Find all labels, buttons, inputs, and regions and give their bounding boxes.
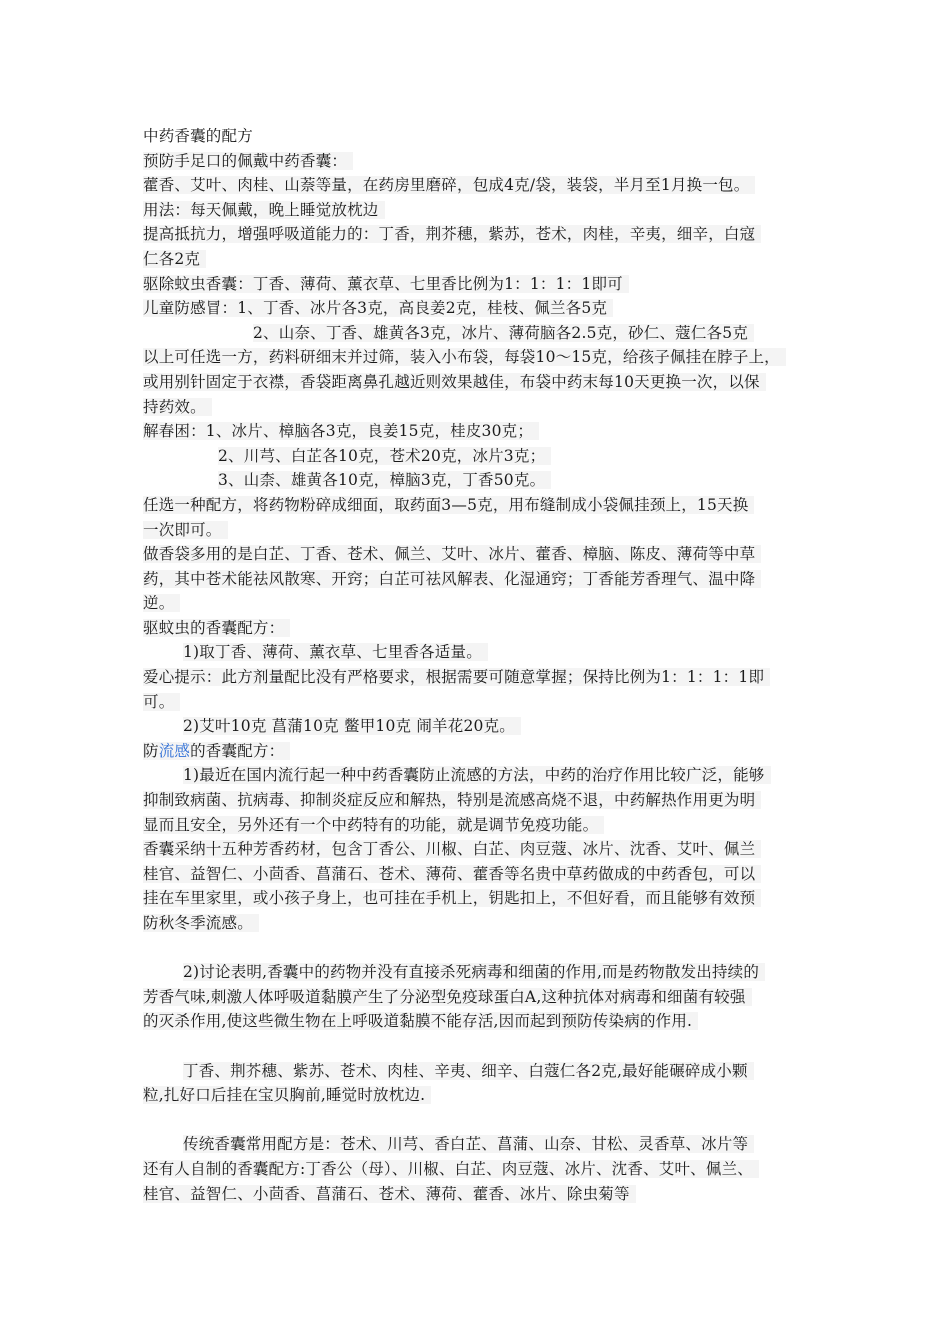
text-line: 的灭杀作用,使这些微生物在上呼吸道黏膜不能存活,因而起到预防传染病的作用. — [143, 1009, 833, 1034]
text-line: 抑制致病菌、抗病毒、抑制炎症反应和解热，特别是流感高烧不退，中药解热作用更为明 — [143, 788, 833, 813]
text-line: 或用别针固定于衣襟，香袋距离鼻孔越近则效果越佳，布袋中药末每10天更换一次，以保 — [143, 370, 833, 395]
text-line: 防流感的香囊配方： — [143, 739, 833, 764]
text-line: 1)取丁香、薄荷、薰衣草、七里香各适量。 — [143, 640, 833, 665]
text-line: 3、山柰、雄黄各10克，樟脑3克，丁香50克。 — [143, 468, 833, 493]
text-line: 解春困：1、冰片、樟脑各3克，良姜15克，桂皮30克； — [143, 419, 833, 444]
document-body — [143, 124, 833, 1206]
text-line: 药，其中苍术能祛风散寒、开窍；白芷可祛风解表、化湿通窍；丁香能芳香理气、温中降 — [143, 567, 833, 592]
text-line: 还有人自制的香囊配方:丁香公（母）、川椒、白芷、肉豆蔻、冰片、沈香、艾叶、佩兰、 — [143, 1157, 833, 1182]
text-line: 儿童防感冒：1、丁香、冰片各3克，高良姜2克，桂枝、佩兰各5克 — [143, 296, 833, 321]
doc-title: 中药香囊的配方 — [143, 127, 253, 145]
text-line: 丁香、荆芥穗、紫苏、苍术、肉桂、辛夷、细辛、白蔻仁各2克,最好能碾碎成小颗 — [143, 1059, 833, 1084]
blank-line — [143, 1034, 833, 1059]
text-line: 防秋冬季流感。 — [143, 911, 833, 936]
flu-link[interactable]: 流感 — [158, 741, 191, 760]
text-line: 2、山奈、丁香、雄黄各3克，冰片、薄荷脑各2.5克，砂仁、蔻仁各5克 — [143, 321, 833, 346]
text-line: 做香袋多用的是白芷、丁香、苍术、佩兰、艾叶、冰片、藿香、樟脑、陈皮、薄荷等中草 — [143, 542, 833, 567]
text-line: 可。 — [143, 690, 833, 715]
text-line: 香囊采纳十五种芳香药材，包含丁香公、川椒、白芷、肉豆蔻、冰片、沈香、艾叶、佩兰 — [143, 837, 833, 862]
text-line: 粒,扎好口后挂在宝贝胸前,睡觉时放枕边. — [143, 1083, 833, 1108]
text-line: 提高抵抗力，增强呼吸道能力的：丁香，荆芥穗，紫苏，苍术，肉桂，辛夷，细辛，白寇 — [143, 222, 833, 247]
text-line: 爱心提示：此方剂量配比没有严格要求，根据需要可随意掌握；保持比例为1：1：1：1即 — [143, 665, 833, 690]
text-line: 桂官、益智仁、小茴香、菖蒲石、苍术、薄荷、藿香、冰片、除虫菊等 — [143, 1182, 833, 1207]
blank-line — [143, 936, 833, 961]
text-line: 持药效。 — [143, 395, 833, 420]
text-line: 挂在车里家里，或小孩子身上，也可挂在手机上，钥匙扣上，不但好看，而且能够有效预 — [143, 886, 833, 911]
text-line: 芳香气味,刺激人体呼吸道黏膜产生了分泌型免疫球蛋白A,这种抗体对病毒和细菌有较强 — [143, 985, 833, 1010]
text-line: 传统香囊常用配方是：苍术、川芎、香白芷、菖蒲、山奈、甘松、灵香草、冰片等 — [143, 1132, 833, 1157]
text-line: 1)最近在国内流行起一种中药香囊防止流感的方法，中药的治疗作用比较广泛，能够 — [143, 763, 833, 788]
text-line: 以上可任选一方，药料研细末并过筛，装入小布袋，每袋10～15克，给孩子佩挂在脖子上， — [143, 345, 833, 370]
text-line: 2)艾叶10克 菖蒲10克 鳖甲10克 闹羊花20克。 — [143, 714, 833, 739]
text-line: 驱蚊虫的香囊配方： — [143, 616, 833, 641]
text-line: 用法：每天佩戴，晚上睡觉放枕边 — [143, 198, 833, 223]
text-line: 显而且安全，另外还有一个中药特有的功能，就是调节免疫功能。 — [143, 813, 833, 838]
text-line: 逆。 — [143, 591, 833, 616]
text-line: 桂官、益智仁、小茴香、菖蒲石、苍术、薄荷、藿香等名贵中草药做成的中药香包，可以 — [143, 862, 833, 887]
blank-line — [143, 1108, 833, 1133]
text-line: 2、川芎、白芷各10克，苍术20克，冰片3克； — [143, 444, 833, 469]
text-line: 2)讨论表明,香囊中的药物并没有直接杀死病毒和细菌的作用,而是药物散发出持续的 — [143, 960, 833, 985]
text-line: 一次即可。 — [143, 518, 833, 543]
text-line: 预防手足口的佩戴中药香囊： — [143, 149, 833, 174]
text-line: 藿香、艾叶、肉桂、山萘等量，在药房里磨碎，包成4克/袋，装袋，半月至1月换一包。 — [143, 173, 833, 198]
text-line: 任选一种配方，将药物粉碎成细面，取药面3—5克，用布缝制成小袋佩挂颈上，15天换 — [143, 493, 833, 518]
text-line: 仁各2克 — [143, 247, 833, 272]
text-line: 驱除蚊虫香囊：丁香、薄荷、薰衣草、七里香比例为1：1：1：1即可 — [143, 272, 833, 297]
